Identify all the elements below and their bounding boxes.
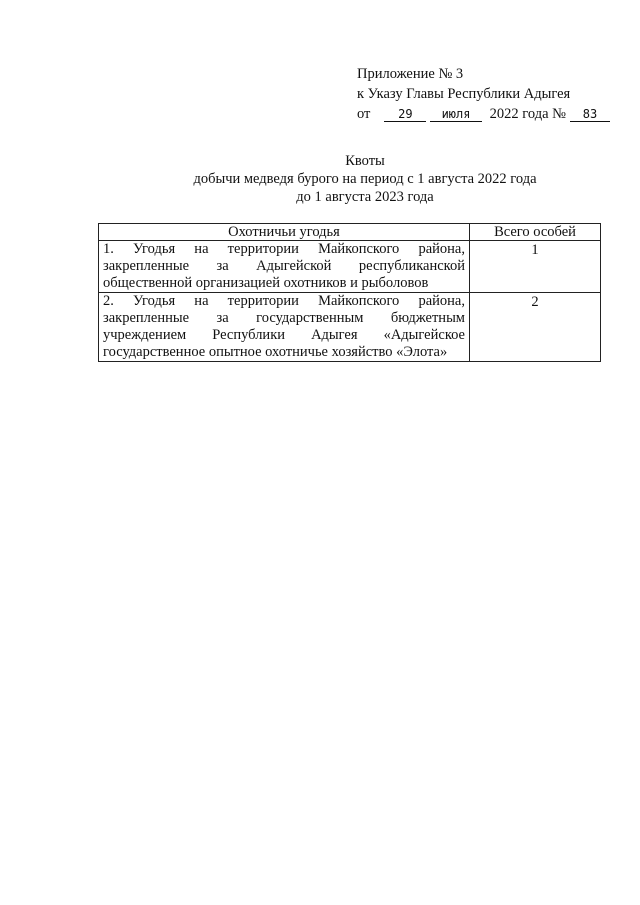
decree-number: 83 [570,107,610,122]
hunting-ground-name: 1. Угодья на территории Майкопского района, закрепленные за Адыгейской республиканской общественной организацией охотников и рыболовов [99,241,470,293]
decree-month: июля [430,107,482,122]
header-total-animals: Всего особей [470,224,601,241]
document-title: Квоты [345,153,385,169]
table-header-row [99,224,601,241]
document-subtitle-line1: добычи медведя бурого на период с 1 августа 2022 года [193,171,537,187]
appendix-number: Приложение № 3 [357,66,464,82]
appendix-block [357,64,627,124]
table-row [99,241,601,293]
appendix-decree-reference: к Указу Главы Республики Адыгея [357,86,571,102]
quota-count: 2 [470,293,601,362]
date-prefix: от [357,106,371,122]
quota-table [98,223,601,362]
decree-day: 29 [384,107,426,122]
document-heading [130,152,600,206]
header-hunting-grounds: Охотничьи угодья [99,224,470,241]
decree-year: 2022 года № [489,106,566,122]
hunting-ground-name: 2. Угодья на территории Майкопского района, закрепленные за государственным бюджетным учреждением Республики Адыгея «Адыгейское государственное опытное охотничье хозяйство «Элота» [99,293,470,362]
document-subtitle-line2: до 1 августа 2023 года [296,189,434,205]
appendix-date-line [357,104,627,124]
quota-count: 1 [470,241,601,293]
table-row [99,293,601,362]
